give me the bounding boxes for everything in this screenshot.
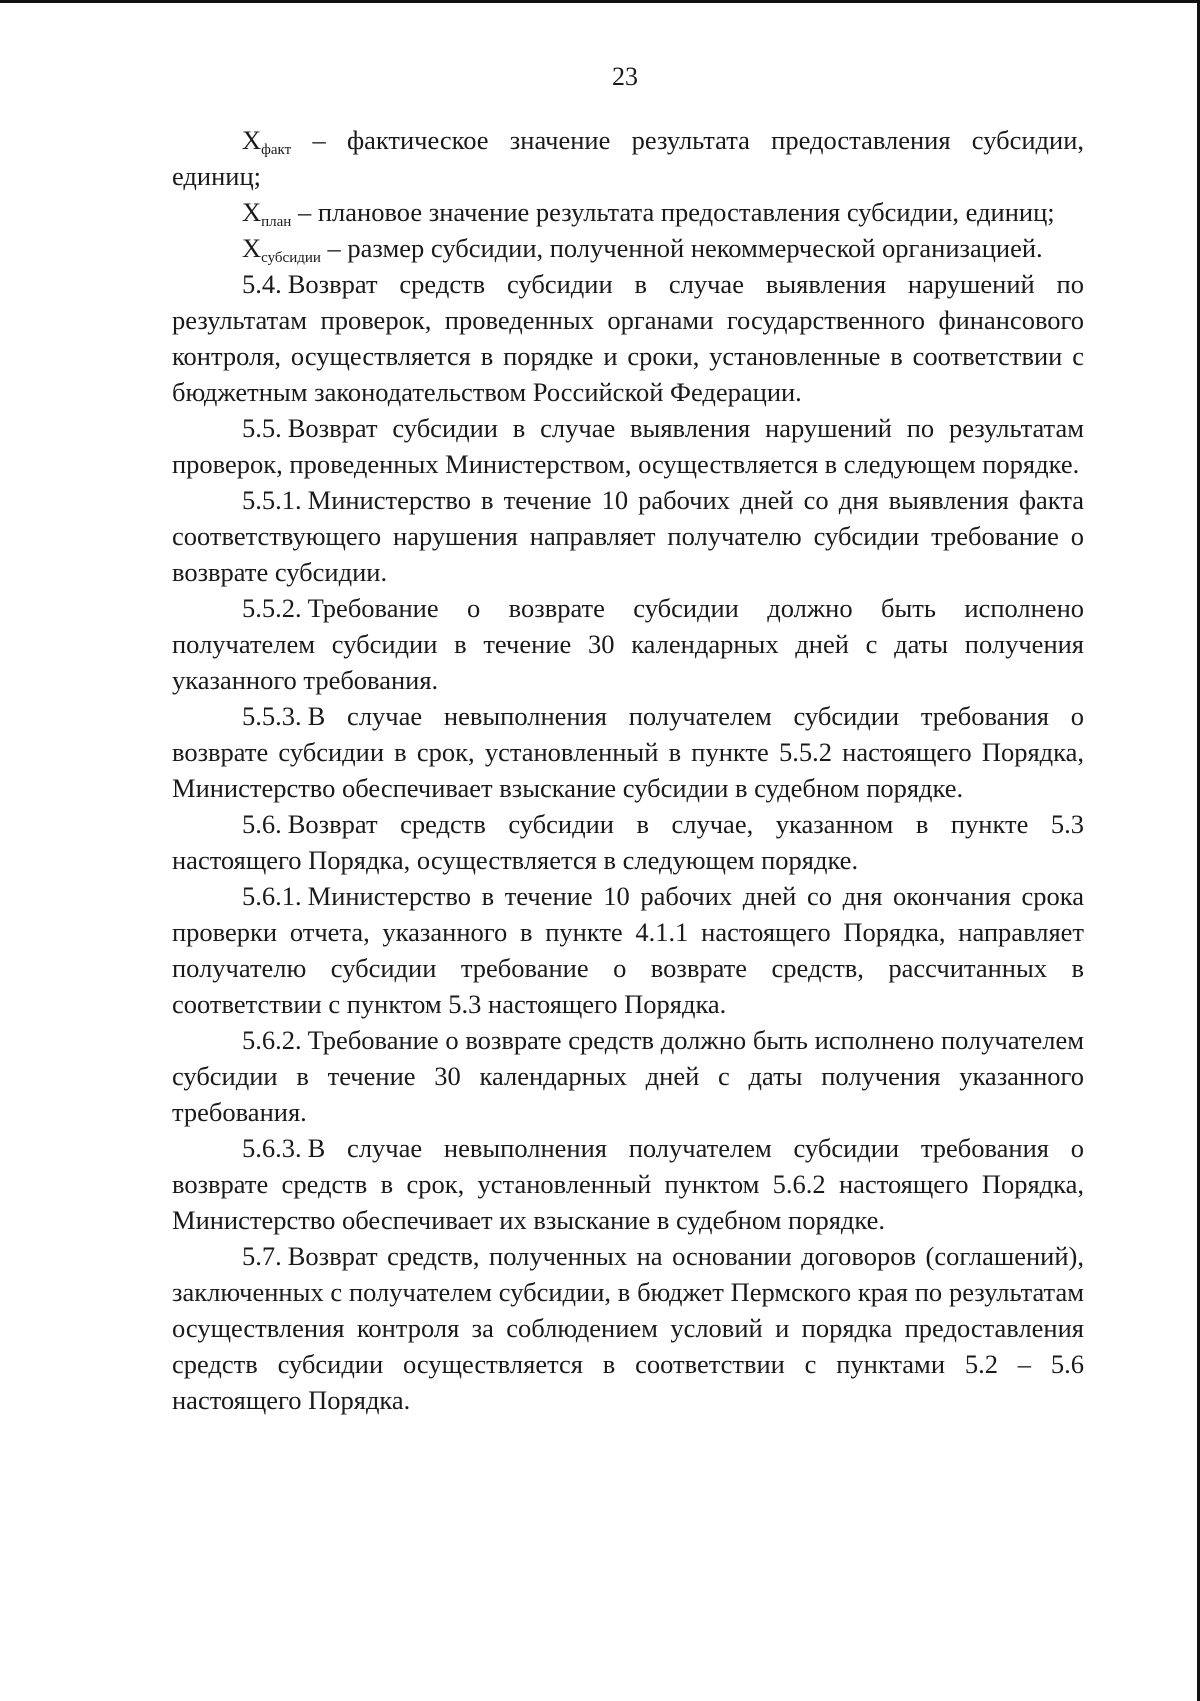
- paragraph-5-6-2: [172, 1022, 1084, 1130]
- paragraph-number: 5.6.: [242, 809, 282, 839]
- paragraph-text: Возврат средств субсидии в случае, указанном в пункте 5.3 настоящего Порядка, осуществляется в следующем порядке.: [172, 809, 1084, 875]
- paragraph-text: Требование о возврате субсидии должно быть исполнено получателем субсидии в течение 30 календарных дней с даты получения указанного требования.: [172, 593, 1084, 695]
- page-edge-top: [0, 0, 1200, 3]
- paragraph-number: 5.5.3.: [242, 701, 302, 731]
- variable-symbol: $X_{факт}$: [242, 125, 292, 158]
- paragraph-number: 5.6.2.: [242, 1025, 302, 1055]
- paragraph-5-6-1: [172, 878, 1084, 1022]
- variable-description: – размер субсидии, полученной некоммерческой организацией.: [327, 233, 1043, 263]
- paragraph-text: Возврат средств субсидии в случае выявления нарушений по результатам проверок, проведенных органами государственного финансового контроля, осуществляется в порядке и сроки, установленные в соответствии с бюджетным законодательством Российской Федерации.: [172, 269, 1084, 407]
- paragraph-5-6-3: [172, 1130, 1084, 1238]
- paragraph-text: Требование о возврате средств должно быть исполнено получателем субсидии в течение 30 календарных дней с даты получения указанного требования.: [172, 1025, 1084, 1127]
- paragraph-number: 5.4.: [242, 269, 282, 299]
- paragraph-5-5: [172, 410, 1084, 482]
- document-body: [172, 122, 1084, 1418]
- paragraph-5-5-3: [172, 698, 1084, 806]
- page-number: 23: [612, 62, 638, 91]
- paragraph-number: 5.5.2.: [242, 593, 302, 623]
- paragraph-number: 5.5.1.: [242, 485, 302, 515]
- paragraph-5-7: [172, 1238, 1084, 1418]
- paragraph-number: 5.7.: [242, 1241, 282, 1271]
- variable-symbol: $X_{субсидии}$: [242, 233, 321, 266]
- paragraph-text: Возврат средств, полученных на основании договоров (соглашений), заключенных с получателем субсидии, в бюджет Пермского края по результатам осуществления контроля за соблюдением условий и порядка предоставления средств субсидии осуществляется в соответствии с пунктами 5.2 – 5.6 настоящего Порядка.: [172, 1241, 1084, 1415]
- paragraph-5-5-2: [172, 590, 1084, 698]
- variable-definition-fact: [172, 122, 1084, 194]
- variable-definition-subsidy: [172, 230, 1084, 266]
- variable-definition-plan: [172, 194, 1084, 230]
- paragraph-text: Министерство в течение 10 рабочих дней со дня выявления факта соответствующего нарушения направляет получателю субсидии требование о возврате субсидии.: [172, 485, 1084, 587]
- paragraph-5-6: [172, 806, 1084, 878]
- variable-symbol: $X_{план}$: [242, 197, 292, 230]
- paragraph-text: Министерство в течение 10 рабочих дней со дня окончания срока проверки отчета, указанного в пункте 4.1.1 настоящего Порядка, направляет получателю субсидии требование о возврате средств, рассчитанных в соответствии с пунктом 5.3 настоящего Порядка.: [172, 881, 1084, 1019]
- paragraph-number: 5.6.1.: [242, 881, 302, 911]
- variable-description: – фактическое значение результата предоставления субсидии, единиц;: [172, 125, 1084, 191]
- paragraph-text: В случае невыполнения получателем субсидии требования о возврате субсидии в срок, установленный в пункте 5.5.2 настоящего Порядка, Министерство обеспечивает взыскание субсидии в судебном порядке.: [172, 701, 1084, 803]
- variable-description: – плановое значение результата предоставления субсидии, единиц;: [297, 197, 1055, 227]
- paragraph-number: 5.6.3.: [242, 1133, 302, 1163]
- paragraph-5-4: [172, 266, 1084, 410]
- paragraph-5-5-1: [172, 482, 1084, 590]
- paragraph-text: В случае невыполнения получателем субсидии требования о возврате средств в срок, установленный пунктом 5.6.2 настоящего Порядка, Министерство обеспечивает их взыскание в судебном порядке.: [172, 1133, 1084, 1235]
- paragraph-number: 5.5.: [242, 413, 282, 443]
- paragraph-text: Возврат субсидии в случае выявления нарушений по результатам проверок, проведенных Министерством, осуществляется в следующем порядке.: [172, 413, 1084, 479]
